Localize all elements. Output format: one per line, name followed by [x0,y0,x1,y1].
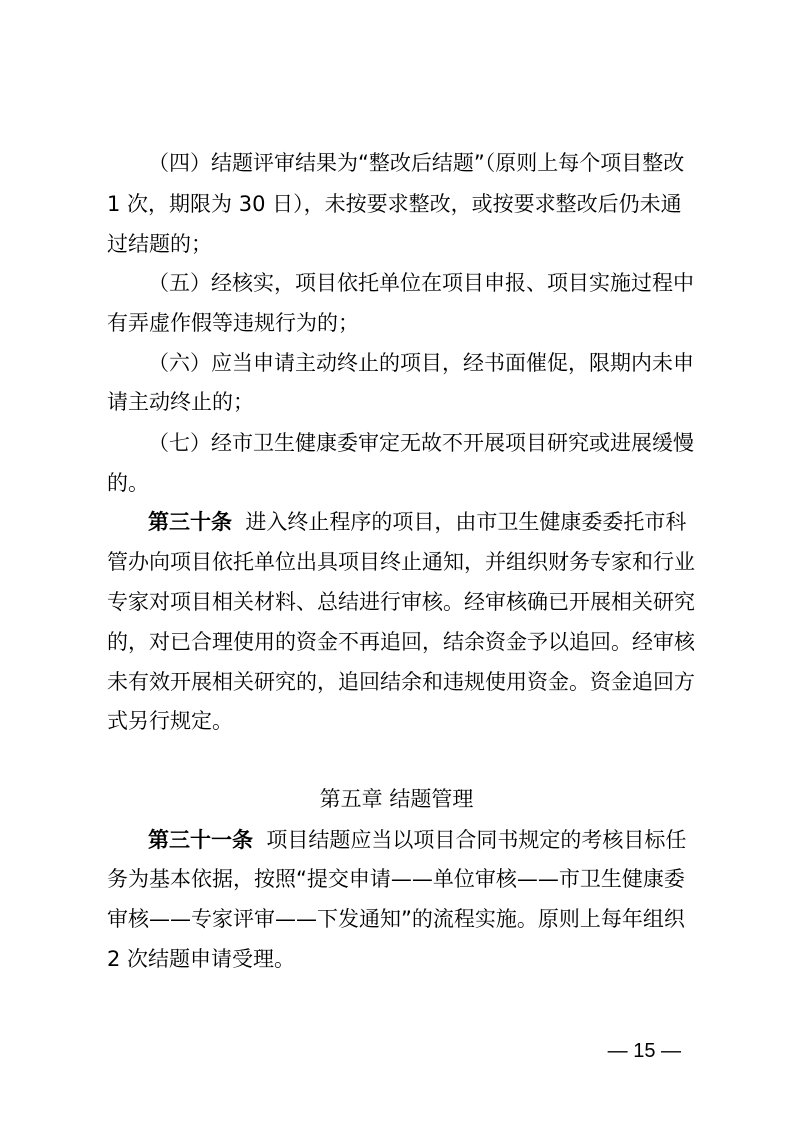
item5-line-2: 有弄虚作假等违规行为的； [107,311,359,335]
article30-label: 第三十条 [148,510,232,534]
article31-line-4: 2 次结题申请受理。 [107,947,296,971]
article30-line-3: 专家对项目相关材料、总结进行审核。经审核确已开展相关研究 [107,590,695,614]
article31-line-2: 务为基本依据，按照“提交申请——单位审核——市卫生健康委 [107,867,685,891]
item5-line-1: （五）经核实，项目依托单位在项目申报、项目实施过程中 [148,271,694,295]
chapter-heading: 第五章 结题管理 [319,787,474,811]
item4-line-3: 过结题的； [107,232,212,256]
article30-line-4: 的，对已合理使用的资金不再追回，结余资金予以追回。经审核 [107,630,695,654]
article30-line-2: 管办向项目依托单位出具项目终止通知，并组织财务专家和行业 [107,550,695,574]
item7-line-1: （七）经市卫生健康委审定无故不开展项目研究或进展缓慢 [148,431,694,455]
article30-first-line-text: 进入终止程序的项目，由市卫生健康委委托市科 [245,510,687,534]
item7-line-2: 的。 [107,471,149,495]
article30-line-6: 式另行规定。 [107,709,233,733]
article31-line-1 [0,820,793,860]
article31-line-3: 审核——专家评审——下发通知”的流程实施。原则上每年组织 [107,907,685,931]
item4-line-1: （四）结题评审结果为“整改后结题”（原则上每个项目整改 [148,151,685,175]
item6-line-2: 请主动终止的； [107,390,254,414]
page-number: — 15 — [607,1040,681,1062]
article30-line-1 [0,502,793,542]
article31-first-line-text: 项目结题应当以项目合同书规定的考核目标任 [266,828,687,852]
article30-line-5: 未有效开展相关研究的，追回结余和违规使用资金。资金追回方 [107,670,695,694]
item4-line-2: 1 次，期限为 30 日），未按要求整改，或按要求整改后仍未通 [107,192,682,216]
article31-label: 第三十一条 [148,828,253,852]
item6-line-1: （六）应当申请主动终止的项目，经书面催促，限期内未申 [148,351,694,375]
